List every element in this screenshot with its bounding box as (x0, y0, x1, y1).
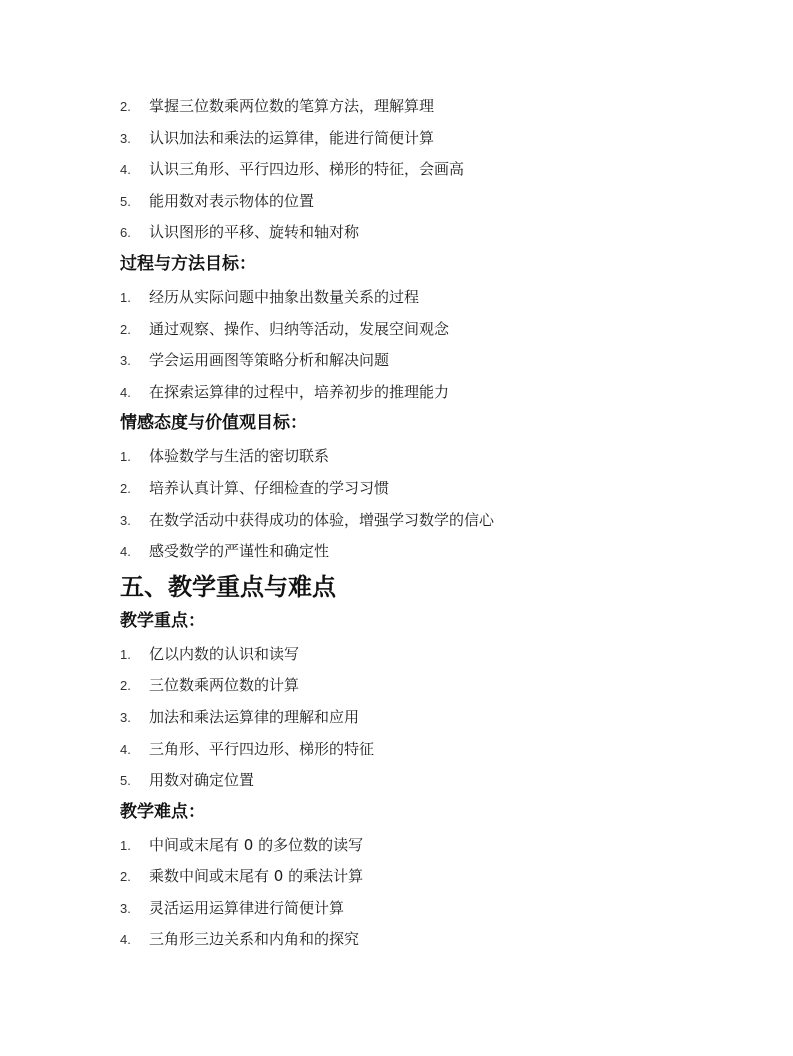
list-item-text: 加法和乘法运算律的理解和应用 (149, 707, 360, 726)
list-item (120, 833, 720, 865)
list-item-text: 认识图形的平移、旋转和轴对称 (149, 223, 360, 242)
list-item (120, 476, 720, 508)
list-number: 3. (120, 353, 131, 369)
list-item (120, 189, 720, 221)
list-number: 1. (120, 837, 131, 853)
list-item (120, 768, 720, 800)
list-item (120, 508, 720, 540)
list-item-text: 在数学活动中获得成功的体验，增强学习数学的信心 (149, 510, 495, 529)
list-item (120, 126, 720, 158)
list-number: 1. (120, 289, 131, 305)
difficult-points-list (120, 833, 720, 959)
list-number: 5. (120, 193, 131, 209)
list-item-text: 三角形、平行四边形、梯形的特征 (149, 739, 375, 758)
list-item (120, 705, 720, 737)
difficult-points-heading: 教学难点： (120, 801, 205, 822)
list-item (120, 737, 720, 769)
list-number: 6. (120, 225, 131, 241)
list-item-text: 体验数学与生活的密切联系 (149, 447, 330, 466)
list-item (120, 927, 720, 959)
list-number: 2. (120, 480, 131, 496)
list-item-text: 灵活运用运算律进行简便计算 (149, 898, 345, 917)
list-number: 2. (120, 321, 131, 337)
list-item-text: 培养认真计算、仔细检查的学习习惯 (149, 478, 390, 497)
list-item-text: 三角形三边关系和内角和的探究 (149, 930, 360, 949)
list-number: 3. (120, 512, 131, 528)
page-content (120, 94, 720, 959)
list-item-text: 经历从实际问题中抽象出数量关系的过程 (149, 287, 420, 306)
list-item (120, 673, 720, 705)
list-item-text: 认识三角形、平行四边形、梯形的特征，会画高 (149, 160, 465, 179)
list-item-text: 能用数对表示物体的位置 (149, 191, 315, 210)
list-item-text: 感受数学的严谨性和确定性 (149, 542, 330, 561)
list-number: 4. (120, 741, 131, 757)
list-number: 2. (120, 869, 131, 885)
key-points-list (120, 642, 720, 800)
chapter-heading: 五、教学重点与难点 (120, 571, 336, 601)
list-number: 4. (120, 932, 131, 948)
list-number: 1. (120, 646, 131, 662)
list-item (120, 220, 720, 252)
list-item-text: 三位数乘两位数的计算 (149, 676, 300, 695)
list-item (120, 864, 720, 896)
list-item-text: 中间或末尾有 0 的多位数的读写 (149, 835, 364, 854)
list-item-text: 亿以内数的认识和读写 (149, 644, 300, 663)
list-item (120, 642, 720, 674)
list-item-text: 掌握三位数乘两位数的笔算方法，理解算理 (149, 97, 435, 115)
process-goals-list (120, 285, 720, 411)
list-item (120, 444, 720, 476)
list-number: 4. (120, 544, 131, 560)
list-item-text: 用数对确定位置 (149, 771, 255, 790)
list-item (120, 380, 720, 412)
list-number: 3. (120, 709, 131, 725)
key-points-heading: 教学重点： (120, 610, 205, 631)
list-item-text: 乘数中间或末尾有 0 的乘法计算 (149, 867, 364, 886)
list-number: 2. (120, 678, 131, 694)
list-number: 3. (120, 130, 131, 146)
list-number: 2. (120, 99, 131, 114)
list-number: 1. (120, 449, 131, 465)
list-item (120, 94, 720, 126)
list-item-text: 认识加法和乘法的运算律，能进行简便计算 (149, 128, 435, 147)
list-number: 5. (120, 773, 131, 789)
list-item (120, 317, 720, 349)
knowledge-goals-list (120, 94, 720, 252)
list-item-text: 在探索运算律的过程中，培养初步的推理能力 (149, 382, 450, 401)
list-item-text: 学会运用画图等策略分析和解决问题 (149, 351, 390, 370)
list-item (120, 896, 720, 928)
process-goals-heading: 过程与方法目标： (120, 253, 256, 274)
list-number: 4. (120, 384, 131, 400)
list-item (120, 157, 720, 189)
emotion-goals-list (120, 444, 720, 570)
list-number: 4. (120, 162, 131, 178)
list-item-text: 通过观察、操作、归纳等活动，发展空间观念 (149, 319, 450, 338)
list-number: 3. (120, 900, 131, 916)
list-item (120, 285, 720, 317)
list-item (120, 348, 720, 380)
emotion-goals-heading: 情感态度与价值观目标： (120, 413, 307, 434)
list-item (120, 539, 720, 571)
